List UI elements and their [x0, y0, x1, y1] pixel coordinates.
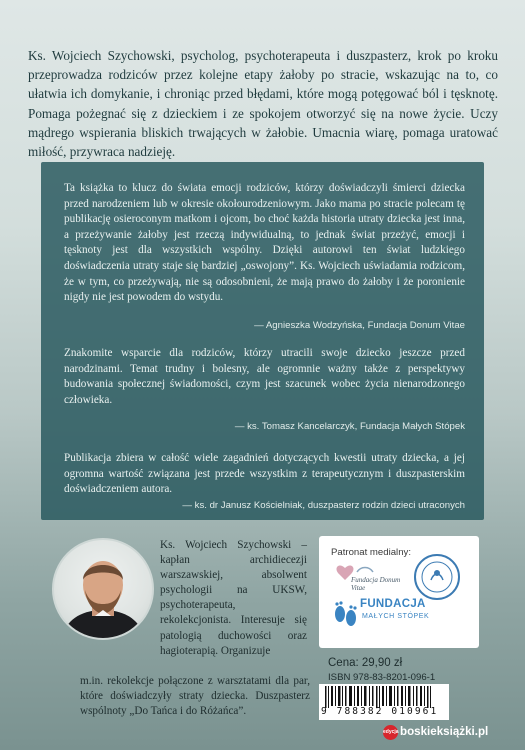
barcode-bars-icon	[319, 684, 449, 708]
barcode-digits: 9 788382 010961	[321, 706, 439, 717]
book-isbn: ISBN 978-83-8201-096-1	[328, 672, 436, 683]
testimonial-3-text: Publikacja zbiera w całość wiele zagadnień dotyczących kwestii utraty dziecka, a jej ogromna wartość związana jest przede wszystkim z terapeutycznym i duszpasterskim doświadczeniem autora.	[64, 452, 465, 496]
testimonial-1-text: Ta książka to klucz do świata emocji rodziców, którzy doświadczyli śmierci dziecka przed narodzeniem lub w okresie okołourodzeniowym. Jako mama po stracie polecam tę publikację osieroconym matkom i ojcom, bo choć każda historia utraty dziecka jest inna, a przeżywanie żałoby jest rzeczą indywidualną, to jednak świat przeżyć, emocji i tęsknoty jest dla wszystkich wspólny. Dzięki autorowi ten świat ludzkiego doświadczenia utraty staje się bardziej „oswojony”. Ks. Wojciech uświadamia rodzicom, że w tym, co przeżywają, nie są odosobnieni, że mają prawo do żałoby i że poronienie nigdy nie jest powodem do wstydu.	[64, 182, 465, 304]
testimonial-2-text: Znakomite wsparcie dla rodziców, którzy utracili swoje dziecko jeszcze przed narodzinami. Temat trudny i bolesny, ale ogromnie ważny także z perspektywy budowania społecznej świadomości, czym jest szacunek wobec życia nienarodzonego człowieka.	[64, 347, 465, 406]
author-photo	[52, 538, 154, 640]
book-price: Cena: 29,90 zł	[328, 657, 403, 669]
fundacja-name: FUNDACJA	[360, 598, 426, 610]
author-bio-bottom: m.in. rekolekcje połączone z warsztatami dla par, które doświadczyły straty dziecka. Duszpasterz wspólnoty „Do Tańca i do Różańca”.	[80, 675, 310, 718]
author-bio-top: Ks. Wojciech Szychowski – kapłan archidiecezji warszawskiej, absolwent psychologii na UKSW, psychoterapeuta, rekolekcjonista. Interesuje się patologią duchowości oraz hagioterapią. Organizuje	[160, 539, 307, 657]
testimonial-3-author: — ks. dr Janusz Kościelniak, duszpasterz rodzin dzieci utraconych	[182, 500, 465, 511]
intro-paragraph: Ks. Wojciech Szychowski, psycholog, psychoterapeuta i duszpasterz, krok po kroku przeprowadza rodziców przez kolejne etapy żałoby po stracie, wskazując na to, co ułatwia ich domykanie, i chroniąc przed błędami, które mogą potęgować ból i tęsknotę. Pomaga pożegnać się z dzieckiem i ze spokojem otworzyć się na nowe życie. Uczy mądrego wspierania bliskich trwających w żałobie. Umacnia wiarę, pomaga uratować miłość, przywraca nadzieję.	[28, 48, 498, 160]
donum-vitae-logo-text: Fundacja Donum Vitae	[351, 576, 401, 592]
testimonial-2-author: — ks. Tomasz Kancelarczyk, Fundacja Małych Stópek	[234, 421, 465, 432]
testimonial-1-author: — Agnieszka Wodzyńska, Fundacja Donum Vitae	[254, 320, 465, 331]
publisher-website: boskieksiążki.pl	[400, 725, 489, 738]
publisher-logo-text: edycja	[383, 729, 399, 735]
foundation-seal-icon	[414, 554, 460, 600]
fundacja-subtitle: MAŁYCH STÓPEK	[362, 613, 430, 620]
media-patronage-title: Patronat medialny:	[331, 547, 411, 558]
author-portrait-image	[54, 540, 152, 638]
